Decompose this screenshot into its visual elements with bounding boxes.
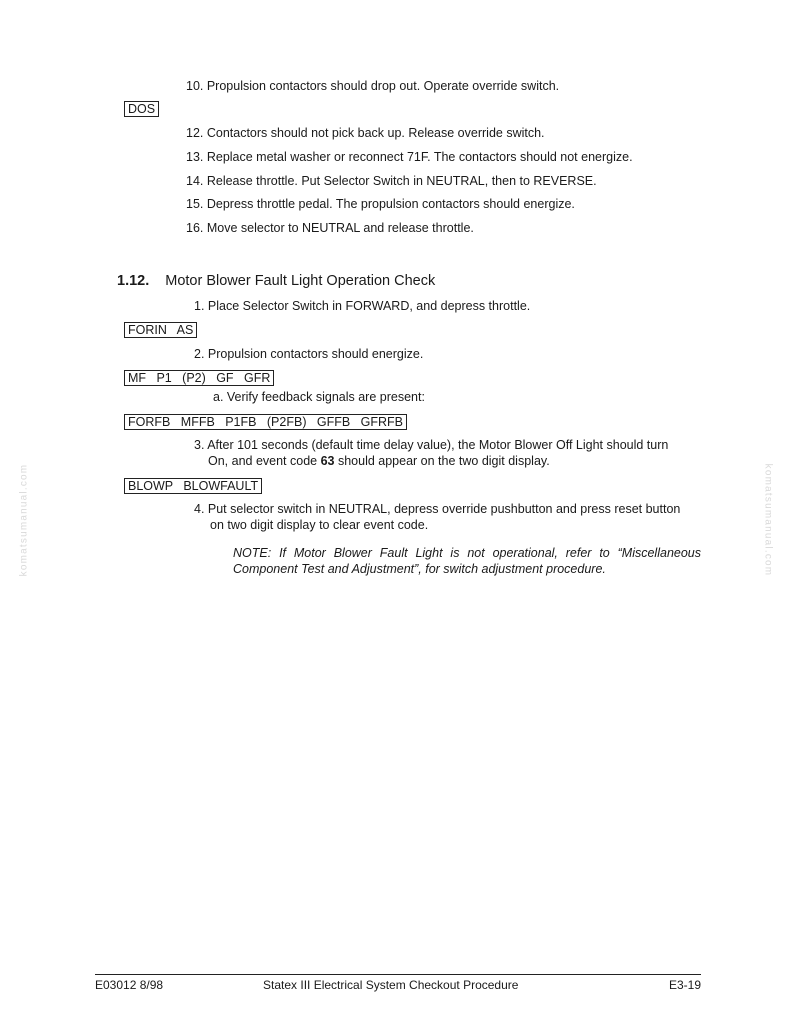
step-15: 15. Depress throttle pedal. The propulsion contactors should energize. bbox=[186, 197, 575, 211]
step-1: 1. Place Selector Switch in FORWARD, and depress throttle. bbox=[194, 299, 531, 313]
step-10: 10. Propulsion contactors should drop out. Operate override switch. bbox=[186, 79, 560, 93]
section-title: Motor Blower Fault Light Operation Check bbox=[165, 273, 436, 289]
footer-page-number: E3-19 bbox=[668, 978, 701, 992]
signal-box-forin: FORIN AS bbox=[124, 322, 197, 338]
footer-rule bbox=[95, 974, 701, 975]
signal-box-dos: DOS bbox=[124, 101, 159, 117]
step-3-line-2 bbox=[208, 454, 550, 469]
signal-box-mf: MF P1 (P2) GF GFR bbox=[124, 370, 274, 386]
step-4-line-2: on two digit display to clear event code. bbox=[210, 518, 429, 532]
section-number: 1.12. bbox=[117, 273, 150, 289]
event-code: 63 bbox=[320, 454, 335, 468]
step-14: 14. Release throttle. Put Selector Switch in NEUTRAL, then to REVERSE. bbox=[186, 174, 597, 188]
step-3-line-1: 3. After 101 seconds (default time delay value), the Motor Blower Off Light should turn bbox=[194, 438, 669, 452]
step-2a: a. Verify feedback signals are present: bbox=[213, 390, 425, 404]
section-heading bbox=[117, 273, 435, 289]
step-3-text-b: should appear on the two digit display. bbox=[334, 454, 550, 468]
note: NOTE: If Motor Blower Fault Light is not operational, refer to “Miscellaneous Component Test and Adjustment”, for switch adjustment procedure. bbox=[233, 546, 701, 576]
step-13: 13. Replace metal washer or reconnect 71F. The contactors should not energize. bbox=[186, 150, 633, 164]
step-16: 16. Move selector to NEUTRAL and release throttle. bbox=[186, 221, 474, 235]
step-3-text-a: On, and event code bbox=[208, 454, 321, 468]
watermark-left: komatsumanual.com bbox=[18, 463, 30, 577]
step-4-line-1: 4. Put selector switch in NEUTRAL, depress override pushbutton and press reset button bbox=[194, 502, 681, 516]
watermark-right: komatsumanual.com bbox=[762, 463, 774, 577]
signal-box-blowp: BLOWP BLOWFAULT bbox=[124, 478, 262, 494]
step-12: 12. Contactors should not pick back up. Release override switch. bbox=[186, 126, 545, 140]
footer-title: Statex III Electrical System Checkout Procedure bbox=[263, 978, 519, 992]
footer-doc-id: E03012 8/98 bbox=[95, 978, 164, 992]
step-2: 2. Propulsion contactors should energize. bbox=[194, 347, 424, 361]
signal-box-forfb: FORFB MFFB P1FB (P2FB) GFFB GFRFB bbox=[124, 414, 407, 430]
